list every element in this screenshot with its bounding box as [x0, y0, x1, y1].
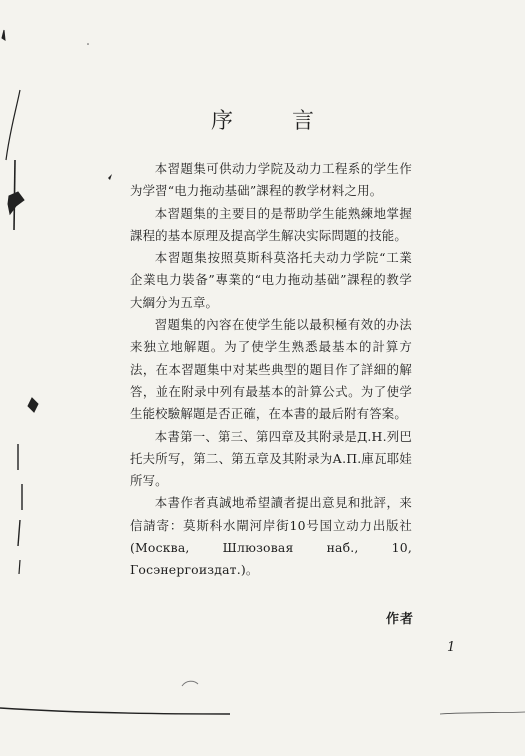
top-speck — [87, 43, 89, 45]
author-signature: 作者 — [385, 612, 414, 627]
page-title: 序 言 — [211, 109, 340, 134]
paragraph-authors: 本書第一、第三、第四章及其附录是Д.Н.列巴托夫所写，第二、第五章及其附录为А.П.庫瓦耶娃所写。 — [130, 428, 412, 489]
paragraph-content: 習題集的內容在使学生能以最积極有效的办法来独立地解題。为了使学生熟悉最基本的計算方法，在本習題集中对某些典型的題目作了詳細的解答，並在附录中列有最基本的計算公式。为了使学生能校驗解題是否正確，在本書的最后附有答案。 — [130, 317, 412, 422]
margin-dot — [108, 174, 112, 180]
bottom-smudge — [182, 681, 198, 686]
paragraph-feedback: 本書作者真誠地希望讀者提出意見和批評，来信請寄：莫斯科水閘河岸街10号国立动力出版社(Москва, Шлюзовая наб., 10, Госэнергоиздат.)。 — [130, 495, 412, 578]
preface-body — [130, 158, 412, 582]
page-number: 1 — [447, 640, 456, 655]
paragraph-purpose: 本習題集可供动力学院及动力工程系的学生作为学習“电力拖动基础”課程的教学材料之用。 — [130, 161, 412, 199]
bottom-edge-line — [0, 708, 230, 714]
paragraph-structure: 本習題集按照莫斯科莫洛托夫动力学院“工業企業电力裝备”專業的“电力拖动基础”課程的教学大綱分为五章。 — [130, 250, 412, 310]
paragraph-goal: 本習題集的主要目的是帮助学生能熟練地掌握課程的基本原理及提高学生解决实际問題的技能。 — [130, 205, 412, 243]
bottom-right-line — [440, 712, 525, 714]
